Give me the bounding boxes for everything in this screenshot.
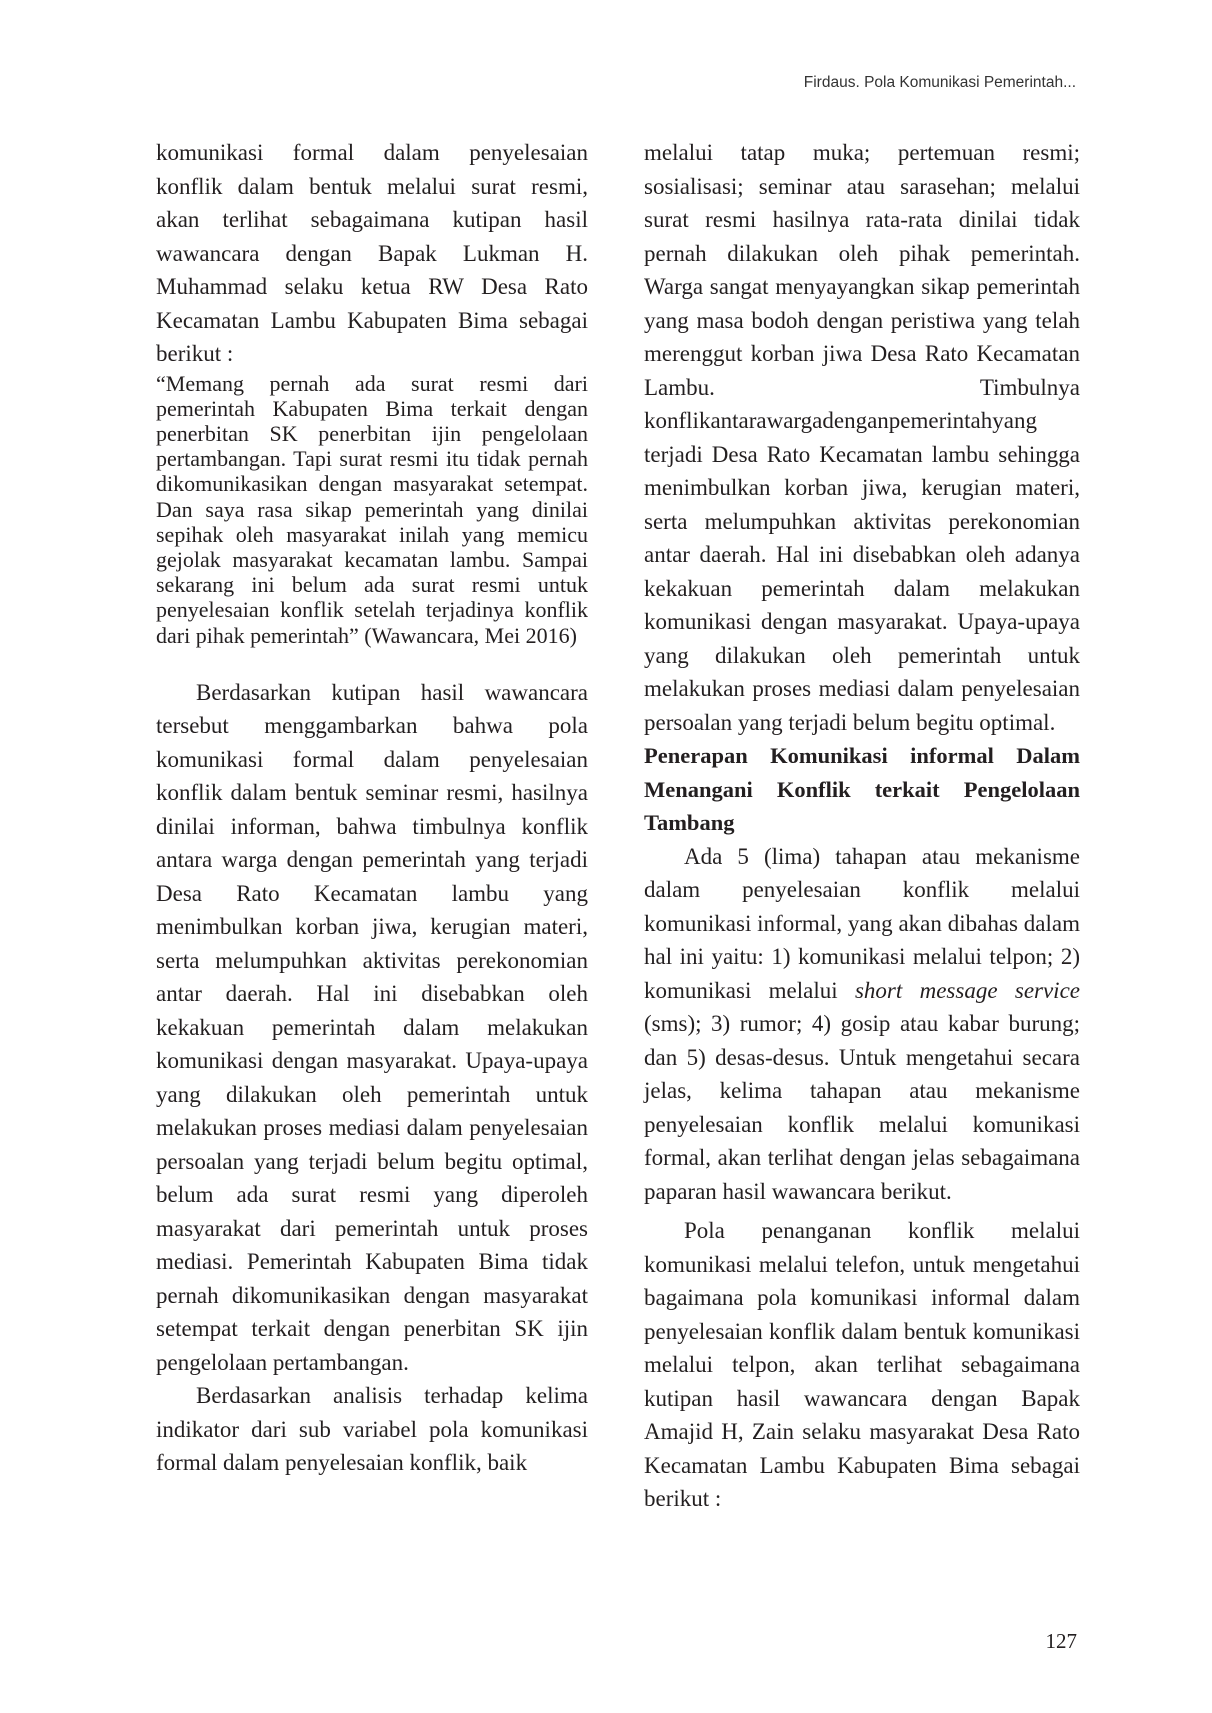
right-paragraph-2-italic: short message service bbox=[854, 977, 1080, 1003]
right-paragraph-2-text-b: (sms); 3) rumor; 4) gosip atau kabar burung; dan 5) desas-desus. Untuk mengetahui secara jelas, kelima tahapan atau mekanisme penyelesaian konflik melalui komunikasi formal, akan terlihat dengan jelas sebagaimana paparan hasil wawancara berikut. bbox=[644, 1011, 1080, 1204]
spacer bbox=[156, 648, 588, 676]
right-column bbox=[644, 136, 1080, 1516]
left-paragraph-1: komunikasi formal dalam penyelesaian konflik dalam bentuk melalui surat resmi, akan terlihat sebagaimana kutipan hasil wawancara dengan Bapak Lukman H. Muhammad selaku ketua RW Desa Rato Kecamatan Lambu Kabupaten Bima sebagai berikut : bbox=[156, 140, 588, 366]
left-paragraph-2: Berdasarkan kutipan hasil wawancara tersebut menggambarkan bahwa pola komunikasi formal dalam penyelesaian konflik dalam bentuk seminar resmi, hasilnya dinilai informan, bahwa timbulnya konflik antara warga dengan pemerintah yang terjadi Desa Rato Kecamatan lambu yang menimbulkan korban jiwa, kerugian materi, serta melumpuhkan aktivitas perekonomian antar daerah. Hal ini disebabkan oleh kekakuan pemerintah dalam melakukan komunikasi dengan masyarakat. Upaya-upaya yang dilakukan oleh pemerintah untuk melakukan proses mediasi dalam penyelesaian persoalan yang terjadi belum begitu optimal, belum ada surat resmi yang diperoleh masyarakat dari pemerintah untuk proses mediasi. Pemerintah Kabupaten Bima tidak pernah dikomunikasikan dengan masyarakat setempat terkait dengan penerbitan SK ijin pengelolaan pertambangan. bbox=[156, 679, 588, 1375]
page-number: 127 bbox=[1045, 1629, 1077, 1653]
right-paragraph-1: melalui tatap muka; pertemuan resmi; sosialisasi; seminar atau sarasehan; melalui surat resmi hasilnya rata-rata dinilai tidak pernah dilakukan oleh pihak pemerintah. Warga sangat menyayangkan sikap pemerintah yang masa bodoh dengan peristiwa yang telah merenggut korban jiwa Desa Rato Kecamatan Lambu. Timbulnya konflikantarawargadenganpemerintahyang terjadi Desa Rato Kecamatan lambu sehingga menimbulkan korban jiwa, kerugian materi, serta melumpuhkan aktivitas perekonomian antar daerah. Hal ini disebabkan oleh adanya kekakuan pemerintah dalam melakukan komunikasi dengan masyarakat. Upaya-upaya yang dilakukan oleh pemerintah untuk melakukan proses mediasi dalam penyelesaian persoalan yang terjadi belum begitu optimal. bbox=[644, 140, 1080, 735]
right-paragraph-2-text-a: Ada 5 (lima) tahapan atau mekanisme dalam penyelesaian konflik melalui komunikasi informal, yang akan dibahas dalam hal ini yaitu: 1) komunikasi melalui telpon; 2) komunikasi melalui bbox=[644, 843, 1080, 1003]
running-head: Firdaus. Pola Komunikasi Pemerintah... bbox=[803, 74, 1076, 91]
section-heading: Penerapan Komunikasi informal Dalam Menangani Konflik terkait Pengelolaan Tambang bbox=[644, 743, 1080, 835]
left-paragraph-3: Berdasarkan analisis terhadap kelima indikator dari sub variabel pola komunikasi formal dalam penyelesaian konflik, baik bbox=[156, 1383, 588, 1476]
left-column bbox=[156, 136, 588, 1480]
interview-quote: “Memang pernah ada surat resmi dari pemerintah Kabupaten Bima terkait dengan penerbitan SK penerbitan ijin pengelolaan pertambangan. Tapi surat resmi itu tidak pernah dikomunikasikan dengan masyarakat setempat. Dan saya rasa sikap pemerintah yang dinilai sepihak oleh masyarakat inilah yang memicu gejolak masyarakat kecamatan lambu. Sampai sekarang ini belum ada surat resmi untuk penyelesaian konflik setelah terjadinya konflik dari pihak pemerintah” (Wawancara, Mei 2016) bbox=[156, 370, 588, 648]
right-paragraph-2 bbox=[644, 840, 1080, 1209]
right-paragraph-3: Pola penanganan konflik melalui komunikasi melalui telefon, untuk mengetahui bagaimana pola komunikasi informal dalam penyelesaian konflik dalam bentuk komunikasi melalui telpon, akan terlihat sebagaimana kutipan hasil wawancara dengan Bapak Amajid H, Zain selaku masyarakat Desa Rato Kecamatan Lambu Kabupaten Bima sebagai berikut : bbox=[644, 1218, 1080, 1511]
